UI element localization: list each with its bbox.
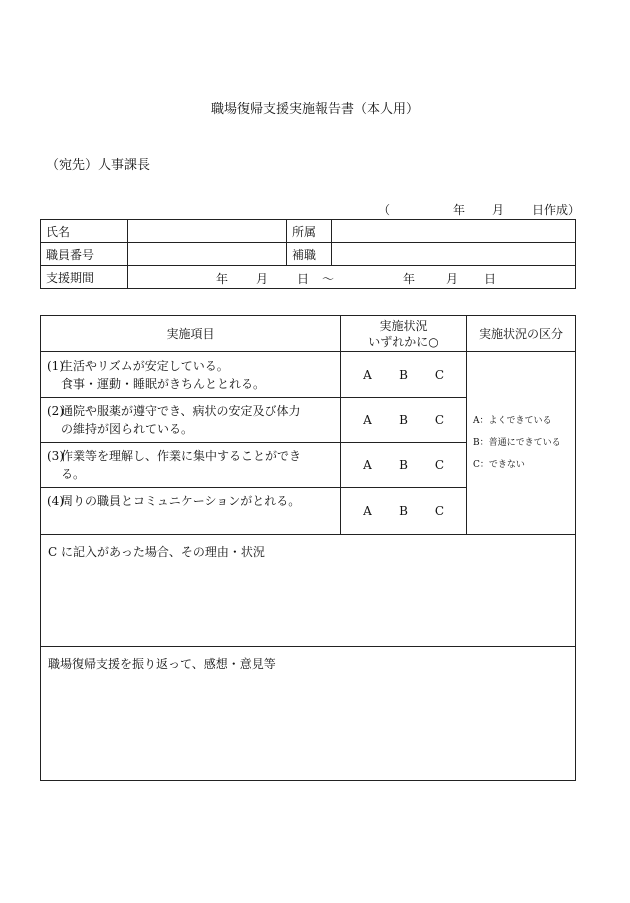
choice-b[interactable]: B bbox=[399, 458, 408, 472]
item-number: (4) bbox=[47, 494, 64, 508]
header-category: 実施状況の区分 bbox=[467, 316, 576, 352]
item-text-line1: 周りの職員とコミュニケーションがとれる。 bbox=[61, 494, 301, 508]
c-reason-box[interactable] bbox=[41, 535, 576, 647]
period-tilde: ～ bbox=[322, 272, 335, 286]
eval-item-4 bbox=[41, 488, 341, 535]
choice-group-1 bbox=[341, 352, 467, 398]
eval-item-2 bbox=[41, 398, 341, 443]
choice-b[interactable]: B bbox=[399, 413, 408, 427]
item-number: (2) bbox=[47, 404, 64, 418]
choice-c[interactable]: C bbox=[434, 504, 445, 518]
header-status-line2: いずれかに○ bbox=[368, 334, 439, 349]
period-year1: 年 bbox=[216, 272, 229, 286]
choice-group-2 bbox=[341, 398, 467, 443]
choice-a[interactable]: A bbox=[363, 458, 372, 472]
addressee: （宛先）人事課長 bbox=[46, 158, 151, 173]
period-day1: 日 bbox=[297, 272, 310, 286]
supplementary-label: 補職 bbox=[287, 243, 332, 266]
support-period-label: 支援期間 bbox=[41, 266, 128, 289]
reflection-label: 職場復帰支援を振り返って、感想・意見等 bbox=[48, 657, 276, 671]
item-text-line2: の維持が図られている。 bbox=[61, 422, 194, 436]
created-date-year: 年 bbox=[453, 203, 466, 217]
affiliation-field[interactable] bbox=[332, 220, 576, 243]
page-title: 職場復帰支援実施報告書（本人用） bbox=[210, 102, 419, 117]
choice-c[interactable]: C bbox=[434, 458, 445, 472]
period-year2: 年 bbox=[403, 272, 416, 286]
eval-item-1 bbox=[41, 352, 341, 398]
choice-a[interactable]: A bbox=[363, 504, 372, 518]
item-number: (1) bbox=[47, 358, 64, 373]
support-period-field[interactable] bbox=[128, 266, 576, 289]
created-date-day: 日作成） bbox=[532, 203, 581, 217]
item-text-line1: 生活やリズムが安定している。 bbox=[61, 358, 229, 373]
header-status bbox=[341, 316, 467, 352]
employee-no-field[interactable] bbox=[128, 243, 287, 266]
evaluation-table bbox=[40, 315, 576, 535]
info-table bbox=[40, 219, 576, 289]
choice-c[interactable]: C bbox=[434, 367, 445, 382]
name-field[interactable] bbox=[128, 220, 287, 243]
employee-no-label: 職員番号 bbox=[41, 243, 128, 266]
c-reason-label: C に記入があった場合、その理由・状況 bbox=[48, 545, 265, 559]
choice-a[interactable]: A bbox=[363, 367, 372, 382]
reflection-box[interactable] bbox=[41, 647, 576, 781]
header-status-line1: 実施状況 bbox=[379, 318, 428, 333]
created-date-open-paren: （ bbox=[378, 203, 391, 217]
choice-b[interactable]: B bbox=[399, 504, 408, 518]
choice-group-3 bbox=[341, 443, 467, 488]
period-month2: 月 bbox=[446, 272, 459, 286]
choice-a[interactable]: A bbox=[363, 413, 372, 427]
created-date-month: 月 bbox=[492, 203, 505, 217]
choice-b[interactable]: B bbox=[399, 367, 408, 382]
eval-item-3 bbox=[41, 443, 341, 488]
legend-b: B：普通にできている bbox=[473, 438, 561, 448]
free-text-table bbox=[40, 534, 576, 781]
item-text-line1: 作業等を理解し、作業に集中することができ bbox=[61, 449, 302, 463]
header-item: 実施項目 bbox=[41, 316, 341, 352]
item-number: (3) bbox=[47, 449, 64, 463]
item-text-line2: 食事・運動・睡眠がきちんととれる。 bbox=[61, 376, 266, 391]
legend-a: A：よくできている bbox=[473, 416, 552, 426]
item-text-line2: る。 bbox=[61, 467, 86, 481]
period-month1: 月 bbox=[256, 272, 269, 286]
legend-c: C：できない bbox=[473, 460, 525, 470]
choice-group-4 bbox=[341, 488, 467, 535]
choice-c[interactable]: C bbox=[434, 413, 445, 427]
period-day2: 日 bbox=[484, 272, 497, 286]
affiliation-label: 所属 bbox=[287, 220, 332, 243]
name-label: 氏名 bbox=[41, 220, 128, 243]
supplementary-field[interactable] bbox=[332, 243, 576, 266]
item-text-line1: 通院や服薬が遵守でき、病状の安定及び体力 bbox=[61, 404, 301, 418]
status-legend bbox=[467, 352, 576, 535]
